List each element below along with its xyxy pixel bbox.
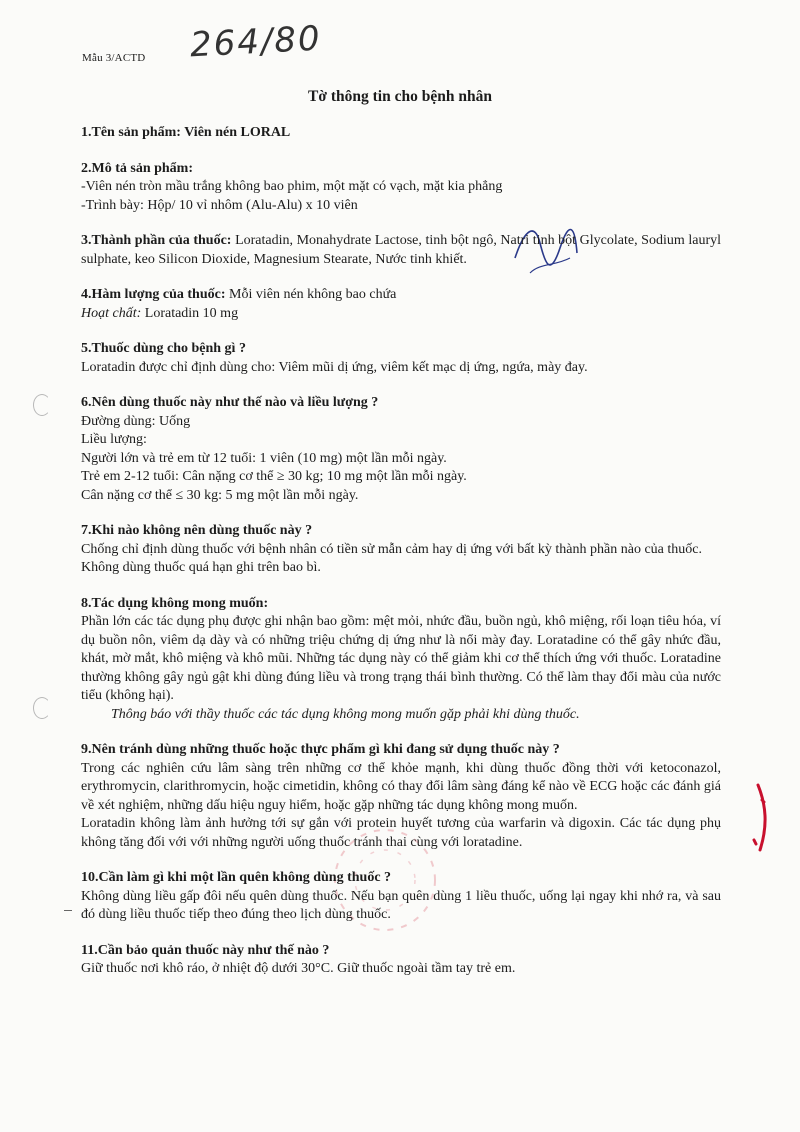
margin-mark [64,910,72,911]
section-heading: 6.Nên dùng thuốc này như thế nào và liều lượng ? [81,395,379,410]
section-heading: 7.Khi nào không nên dùng thuốc này ? [81,523,313,538]
punch-hole-icon [33,697,51,719]
document-title: Tờ thông tin cho bệnh nhân [308,88,492,105]
section-4 [81,286,721,323]
expiry-text: Không dùng thuốc quá hạn ghi trên bao bì. [81,560,321,575]
section-3 [81,232,721,269]
active-label: Hoạt chất: [81,305,142,321]
content-text: Mỗi viên nén không bao chứa [225,287,397,302]
indication-text: Loratadin được chỉ định dùng cho: Viêm mũi dị ứng, viêm kết mạc dị ứng, ngứa, mày đay. [81,359,588,375]
contraindication-text: Chống chỉ định dùng thuốc với bệnh nhân có tiền sử mẫn cảm hay dị ứng với bất kỳ thành phần nào của thuốc. [81,541,702,557]
dosage-child-light: Cân nặng cơ thể ≤ 30 kg: 5 mg một lần mỗi ngày. [81,487,359,503]
red-stamp-icon [740,780,770,870]
dosage-adult: Người lớn và trẻ em từ 12 tuổi: 1 viên (10 mg) một lần mỗi ngày. [81,450,447,466]
section-10 [81,869,721,925]
active-ingredient-line [81,305,721,324]
section-heading: 2.Mô tả sản phẩm: [81,160,194,176]
section-7 [81,522,721,578]
ingredients-list: Loratadin, Monahydrate Lactose, tinh bột ngô, Natri tinh bột Glycolate, Sodium lauryl sulphate, keo Silicon Dioxide, Magnesium Stearate, Nước tinh khiết. [81,233,721,267]
section-11 [81,942,721,979]
section-heading: 3.Thành phần của thuốc: [81,233,232,248]
section-2 [81,160,721,216]
section-heading: 8.Tác dụng không mong muốn: [81,595,269,611]
handwritten-number: 264/80 [189,18,323,66]
content-line [81,286,721,305]
interactions-text-2: Loratadin không làm ảnh hưởng tới sự gắn với protein huyết tương của warfarin và digoxin. Các tác dụng phụ không tăng đối với với những người uống thuốc tránh thai cùng với loratadine. [81,816,721,850]
interactions-text: Trong các nghiên cứu lâm sàng trên những cơ thể khỏe mạnh, khi dùng thuốc đồng thời với ketoconazol, erythromycin, clarithromycin, hoặc cimetidin, không có thay đổi lâm sàng đáng kể nào về ECG hoặc các đánh giá về xét nghiệm, những dấu hiệu nguy hiểm, hoặc gặp những tác dụng không mong muốn. [81,760,721,813]
section-heading: 4.Hàm lượng của thuốc: [81,287,226,302]
document-content [81,124,721,996]
form-code: Mẫu 3/ACTD [82,52,146,64]
section-1 [81,124,721,143]
section-6 [81,394,721,505]
missed-dose-text: Không dùng liều gấp đôi nếu quên dùng thuốc. Nếu bạn quên dùng 1 liều thuốc, uống lại ngay khi nhớ ra, và sau đó dùng liều thuốc tiếp theo đúng theo lịch dùng thuốc. [81,888,721,922]
side-effects-text: Phần lớn các tác dụng phụ được ghi nhận bao gồm: mệt mỏi, nhức đầu, buồn ngủ, khô miệng, rối loạn tiêu hóa, ví dụ buồn nôn, viêm dạ dày và có những triệu chứng dị ứng như là nổi mày đay. Loratadine có thể gây nhức đầu, khát, mờ mắt, khô miệng và khô mũi. Những tác dụng này có thể giảm khi cơ thể thích ứng với thuốc. Loratadine thường không gây ngủ gật khi dùng đúng liều và trong trạng thái bình thường. Có thể làm thay đổi màu của nước tiểu (không hại). [81,614,721,703]
route-line: Đường dùng: Uống [81,413,191,429]
section-9 [81,741,721,852]
description-line: -Viên nén tròn mầu trắng không bao phim, một mặt có vạch, mặt kia phẳng [81,179,503,194]
dosage-label: Liều lượng: [81,432,147,447]
section-heading: 1.Tên sản phẩm: Viên nén LORAL [81,125,291,140]
active-text: Loratadin 10 mg [141,305,239,321]
side-effects-notice: Thông báo với thầy thuốc các tác dụng không mong muốn gặp phải khi dùng thuốc. [111,706,580,722]
ingredients-text [81,232,721,269]
storage-text: Giữ thuốc nơi khô ráo, ở nhiệt độ dưới 30°C. Giữ thuốc ngoài tầm tay trẻ em. [81,961,516,976]
section-heading: 10.Cần làm gì khi một lần quên không dùng thuốc ? [81,870,392,885]
dosage-child-heavy: Trẻ em 2-12 tuổi: Cân nặng cơ thể ≥ 30 kg; 10 mg một lần mỗi ngày. [81,469,467,484]
punch-hole-icon [33,394,51,416]
presentation-line: -Trình bày: Hộp/ 10 vỉ nhôm (Alu-Alu) x 10 viên [81,197,358,213]
section-heading: 11.Cần bảo quản thuốc này như thế nào ? [81,942,330,958]
section-heading: 5.Thuốc dùng cho bệnh gì ? [81,341,246,356]
section-5 [81,340,721,377]
section-heading: 9.Nên tránh dùng những thuốc hoặc thực phẩm gì khi đang sử dụng thuốc này ? [81,742,560,757]
section-8 [81,595,721,725]
